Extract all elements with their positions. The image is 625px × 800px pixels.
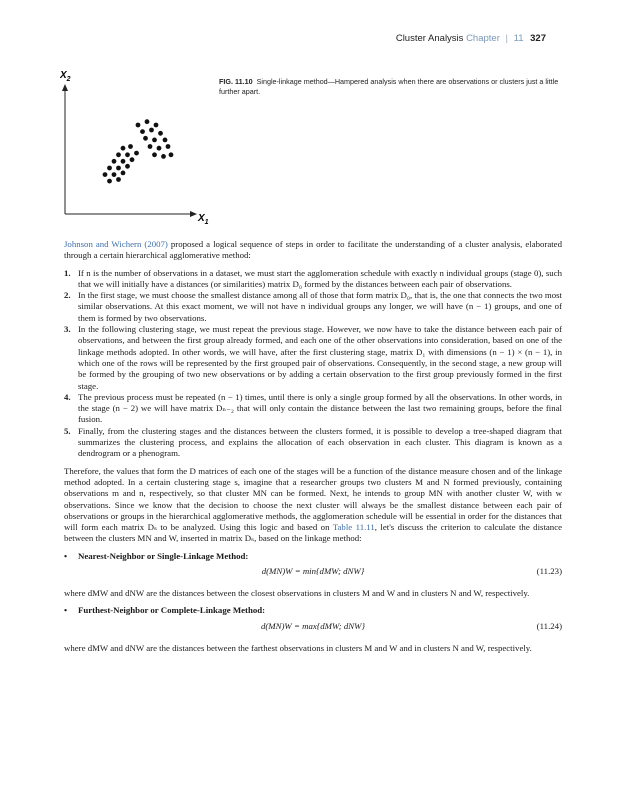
method-explanation: where dMW and dNW are the distances between the farthest observations in clusters M and W and in clusters N and W, respectively. bbox=[64, 642, 532, 653]
list-item bbox=[64, 426, 562, 460]
y-axis-label: $X_2$ bbox=[60, 70, 71, 83]
table-reference-link[interactable]: Table 11.11 bbox=[332, 522, 375, 533]
data-point bbox=[107, 179, 112, 184]
running-head-separator: | bbox=[505, 33, 508, 44]
list-item bbox=[64, 290, 562, 324]
method-heading bbox=[64, 605, 562, 616]
data-point bbox=[148, 144, 153, 149]
page-number: 327 bbox=[530, 33, 546, 44]
equation bbox=[64, 621, 562, 639]
data-point bbox=[128, 144, 133, 149]
equation-number: (11.24) bbox=[536, 620, 562, 631]
data-point bbox=[125, 164, 130, 169]
linkage-paragraph-tail: , let's discuss the criterion to calculate the distance between the clusters MN and W, inserted in matrix Dₛ, based on the linkage method: bbox=[64, 522, 563, 544]
step-number: 2. bbox=[64, 290, 71, 301]
data-point bbox=[107, 166, 112, 171]
figure-caption-text: Single-linkage method—Hampered analysis when there are observations or clusters just a little further apart. bbox=[219, 77, 559, 96]
list-item bbox=[64, 324, 562, 392]
running-head-chapter-number: 11 bbox=[513, 33, 524, 44]
equation-expression: d(MN)W = max{dMW; dNW} bbox=[260, 620, 365, 631]
linkage-paragraph bbox=[64, 466, 562, 545]
data-points bbox=[103, 119, 174, 183]
data-point bbox=[143, 136, 148, 141]
step-number: 3. bbox=[64, 324, 71, 335]
equation-number: (11.23) bbox=[536, 566, 562, 577]
running-head-chapter-label: Chapter bbox=[466, 33, 500, 44]
data-point bbox=[161, 154, 166, 159]
bullet: • bbox=[64, 550, 68, 561]
data-point bbox=[130, 157, 135, 162]
data-point bbox=[136, 123, 141, 128]
data-point bbox=[121, 146, 126, 151]
data-point bbox=[154, 123, 159, 128]
data-point bbox=[103, 172, 108, 177]
data-point bbox=[140, 129, 145, 134]
y-axis-arrow bbox=[62, 84, 68, 91]
body-text bbox=[64, 239, 562, 660]
running-head bbox=[396, 33, 546, 44]
equation-expression: d(MN)W = min{dMW; dNW} bbox=[261, 566, 365, 577]
x-axis-arrow bbox=[190, 211, 197, 217]
step-text: Finally, from the clustering stages and the distances between the clusters formed, it is possible to develop a tree-shaped diagram that summarizes the clustering process, and explains the allocation of each observation in each cluster. This diagram is known as a dendrogram or a phenogram. bbox=[78, 425, 562, 459]
step-number: 1. bbox=[64, 267, 71, 278]
step-text: The previous process must be repeated (n − 1) times, until there is only a single group formed by all the observations. In other words, in the stage (n − 2) we will have matrix Dₙ₋₂ that will only contain the distance between the last two remaining groups, before the final fusion. bbox=[78, 391, 562, 425]
running-head-title: Cluster Analysis bbox=[395, 33, 464, 44]
intro-text: proposed a logical sequence of steps in order to facilitate the understanding of a cluster analysis, elaborated through a certain hierarchical agglomerative method: bbox=[64, 239, 562, 261]
step-text: In the first stage, we must choose the smallest distance among all of those that form matrix D₀, that is, the one that connects the two most similar observations. At this exact moment, we will not have n individual groups any longer, we will have (n − 1) groups, and one of them is formed by two observations. bbox=[78, 290, 562, 323]
data-point bbox=[149, 128, 154, 133]
data-point bbox=[163, 138, 168, 143]
data-point bbox=[112, 159, 117, 164]
steps-list bbox=[64, 268, 562, 460]
data-point bbox=[166, 144, 171, 149]
step-text: If n is the number of observations in a dataset, we must start the agglomeration schedule with exactly n individual groups (stage 0), such that we will initially have a distances (or similarities) matrix D₀ formed by the distances between each pair of observations. bbox=[78, 267, 562, 289]
data-point bbox=[134, 151, 139, 156]
data-point bbox=[152, 138, 157, 143]
step-number: 4. bbox=[64, 391, 71, 402]
data-point bbox=[116, 177, 121, 182]
method-title: Nearest-Neighbor or Single-Linkage Method: bbox=[78, 550, 249, 561]
step-number: 5. bbox=[64, 425, 71, 436]
intro-paragraph bbox=[64, 239, 562, 262]
data-point bbox=[121, 171, 126, 176]
citation-link[interactable]: Johnson and Wichern (2007) bbox=[64, 239, 168, 249]
bullet: • bbox=[64, 605, 68, 616]
linkage-paragraph-text: Therefore, the values that form the D matrices of each one of the stages will be a function of the distance measure chosen and of the linkage method adopted. In a certain clustering stage s, imagine that a researcher groups two clusters M and N formed previously, containing observations m and n, respectively, so that cluster MN can be formed. Next, he intends to group MN with another cluster W, with w observations. Since we know that the decision to choose the next cluster will always be the smallest distance between each pair of observations or groups in the hierarchical agglomerative methods, the agglomeration schedule will be essential in order for the distances that will form each matrix Dₛ to be analyzed. Using this logic and based on bbox=[64, 465, 562, 533]
x-axis-label: $X_1$ bbox=[198, 213, 209, 226]
data-point bbox=[112, 172, 117, 177]
list-item bbox=[64, 392, 562, 426]
equation bbox=[64, 566, 562, 584]
scatter-figure bbox=[60, 64, 210, 229]
data-point bbox=[116, 166, 121, 171]
data-point bbox=[157, 146, 162, 151]
method-explanation: where dMW and dNW are the distances between the closest observations in clusters M and W and in clusters N and W, respectively. bbox=[64, 588, 530, 599]
data-point bbox=[169, 152, 174, 157]
scatter-plot bbox=[60, 64, 210, 229]
method-heading bbox=[64, 551, 562, 562]
method-title: Furthest-Neighbor or Complete-Linkage Method: bbox=[78, 605, 266, 616]
data-point bbox=[158, 131, 163, 136]
data-point bbox=[116, 152, 121, 157]
methods-list bbox=[64, 551, 562, 562]
step-text: In the following clustering stage, we must repeat the previous stage. However, we now have to take the distance between each pair of observations, and between the first group already formed, and each one of the other observations into consideration, based on one of the linkage methods adopted. In other words, we will have, after the first clustering stage, matrix D₁ with dimensions (n − 1) × (n − 1), in which one of the rows will be represented by the first grouped pair of observations. Consequently, in the second stage, a new group will be formed by the grouping of two new observations or by adding a certain observation to the first group previously formed in the first stage. bbox=[78, 324, 562, 391]
data-point bbox=[145, 119, 150, 124]
figure-caption bbox=[219, 77, 564, 97]
data-point bbox=[152, 152, 157, 157]
data-point bbox=[125, 152, 130, 157]
data-point bbox=[121, 159, 126, 164]
figure-caption-label: FIG. 11.10 bbox=[219, 77, 253, 86]
methods-list bbox=[64, 605, 562, 616]
list-item bbox=[64, 268, 562, 291]
